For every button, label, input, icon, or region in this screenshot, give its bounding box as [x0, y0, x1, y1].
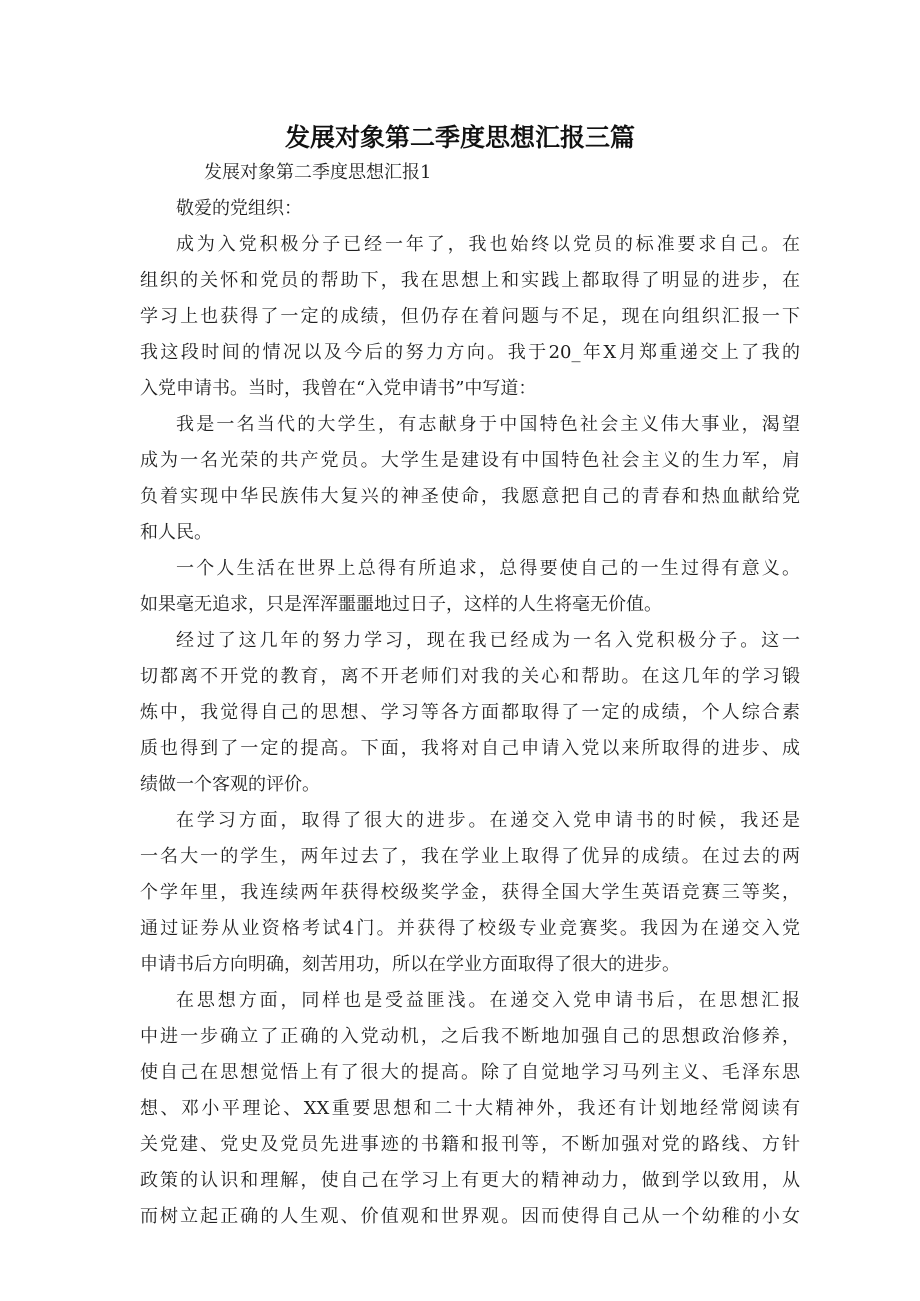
- document-body: [140, 155, 800, 1235]
- body-line: 入党申请书。当时，我曾在“入党申请书”中写道：: [140, 378, 537, 399]
- body-line: 成为一名光荣的共产党员。大学生是建设有中国特色社会主义的生力军，肩: [140, 450, 800, 471]
- body-line: 绩做一个客观的评价。: [140, 774, 320, 795]
- body-line: 一个人生活在世界上总得有所追求，总得要使自己的一生过得有意义。: [176, 558, 800, 579]
- body-line: 成为入党积极分子已经一年了，我也始终以党员的标准要求自己。在: [176, 234, 800, 255]
- body-line: 经过了这几年的努力学习，现在我已经成为一名入党积极分子。这一: [176, 630, 800, 651]
- body-line: 在学习方面，取得了很大的进步。在递交入党申请书的时候，我还是: [176, 810, 800, 831]
- body-line: 切都离不开党的教育，离不开老师们对我的关心和帮助。在这几年的学习锻: [140, 666, 800, 687]
- body-line: 炼中，我觉得自己的思想、学习等各方面都取得了一定的成绩，个人综合素: [140, 702, 800, 723]
- body-line: 如果毫无追求，只是浑浑噩噩地过日子，这样的人生将毫无价值。: [140, 594, 662, 615]
- body-line: 政策的认识和理解，使自己在学习上有更大的精神动力，做到学以致用，从: [140, 1170, 800, 1191]
- body-line: 在思想方面，同样也是受益匪浅。在递交入党申请书后，在思想汇报: [176, 990, 800, 1011]
- salutation: 敬爱的党组织：: [176, 198, 302, 219]
- body-line: 和人民。: [140, 522, 212, 543]
- body-line: 学习上也获得了一定的成绩，但仍存在着问题与不足，现在向组织汇报一下: [140, 306, 800, 327]
- body-line: 使自己在思想觉悟上有了很大的提高。除了自觉地学习马列主义、毛泽东思: [140, 1062, 800, 1083]
- body-line: 申请书后方向明确，刻苦用功，所以在学业方面取得了很大的进步。: [140, 954, 680, 975]
- body-line: 个学年里，我连续两年获得校级奖学金，获得全国大学生英语竞赛三等奖，: [140, 882, 800, 903]
- body-line: 组织的关怀和党员的帮助下，我在思想上和实践上都取得了明显的进步，在: [140, 270, 800, 291]
- body-line: 一名大一的学生，两年过去了，我在学业上取得了优异的成绩。在过去的两: [140, 846, 800, 867]
- body-line: 负着实现中华民族伟大复兴的神圣使命，我愿意把自己的青春和热血献给党: [140, 486, 800, 507]
- section-heading: 发展对象第二季度思想汇报1: [204, 162, 432, 183]
- body-line: 关党建、党史及党员先进事迹的书籍和报刊等，不断加强对党的路线、方针: [140, 1134, 800, 1155]
- body-line: 而树立起正确的人生观、价值观和世界观。因而使得自己从一个幼稚的小女: [140, 1206, 800, 1227]
- document-title: 发展对象第二季度思想汇报三篇: [284, 123, 635, 152]
- body-line: 我这段时间的情况以及今后的努力方向。我于20_年X月郑重递交上了我的: [140, 342, 800, 363]
- body-line: 中进一步确立了正确的入党动机，之后我不断地加强自己的思想政治修养，: [140, 1026, 800, 1047]
- body-line: 想、邓小平理论、XX重要思想和二十大精神外，我还有计划地经常阅读有: [140, 1098, 800, 1119]
- body-line: 质也得到了一定的提高。下面，我将对自己申请入党以来所取得的进步、成: [140, 738, 800, 759]
- body-line: 通过证券从业资格考试4门。并获得了校级专业竞赛奖。我因为在递交入党: [140, 918, 800, 939]
- body-line: 我是一名当代的大学生，有志献身于中国特色社会主义伟大事业，渴望: [176, 414, 800, 435]
